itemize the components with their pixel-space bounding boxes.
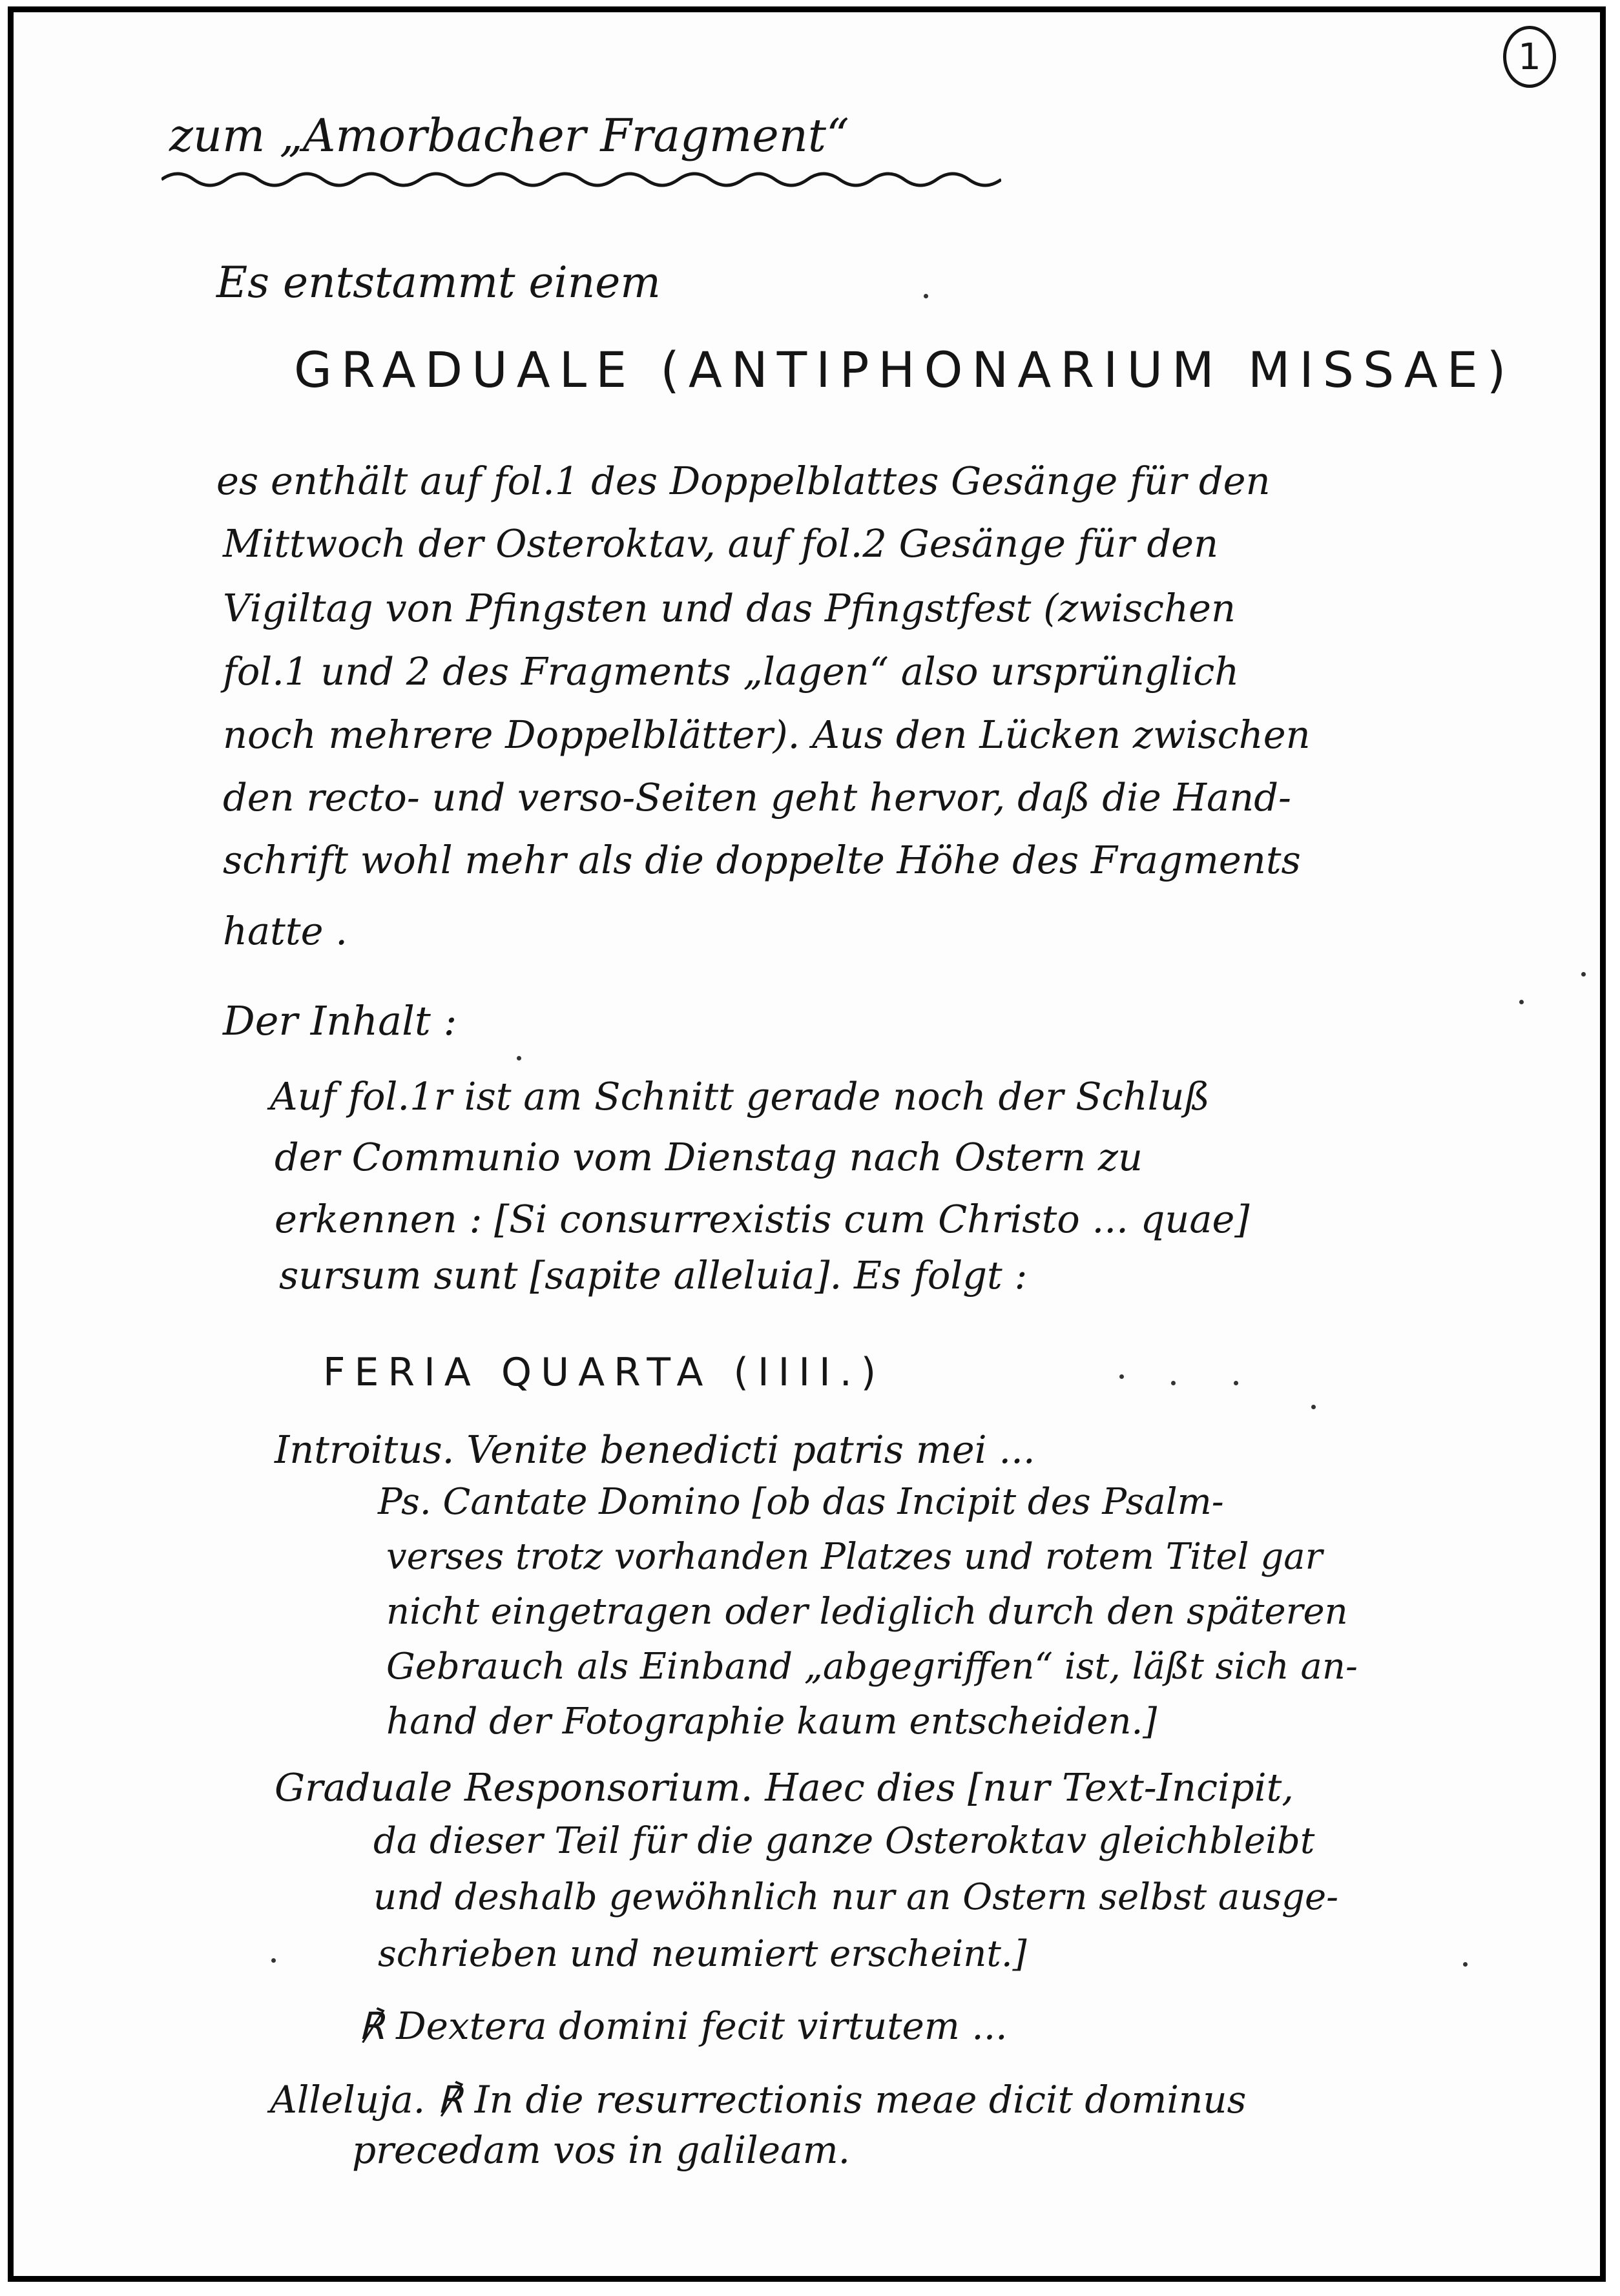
text-line: und deshalb gewöhnlich nur an Ostern selbst ausge- bbox=[373, 1876, 1339, 1918]
main-heading: GRADUALE (ANTIPHONARIUM MISSAE) bbox=[294, 341, 1515, 398]
alleluia-continuation: precedam vos in galileam. bbox=[352, 2128, 851, 2172]
ink-speck bbox=[1519, 1000, 1524, 1004]
versus-line: ℟ Dextera domini fecit virtutem ... bbox=[358, 2004, 1008, 2048]
text-line: Mittwoch der Osteroktav, auf fol.2 Gesänge für den bbox=[223, 521, 1219, 566]
alleluia-line: Alleluja. ℟ In die resurrectionis meae dicit dominus bbox=[270, 2078, 1247, 2122]
text-line: nicht eingetragen oder lediglich durch den späteren bbox=[386, 1591, 1348, 1633]
ink-speck bbox=[1119, 1374, 1124, 1379]
text-line: da dieser Teil für die ganze Osteroktav gleichbleibt bbox=[373, 1820, 1315, 1862]
ink-speck bbox=[1234, 1381, 1238, 1385]
text-line: hatte . bbox=[223, 909, 348, 953]
text-line: sursum sunt [sapite alleluia]. Es folgt : bbox=[279, 1253, 1028, 1298]
ink-speck bbox=[1311, 1405, 1316, 1409]
title-underline bbox=[161, 167, 1001, 192]
graduale-line: Graduale Responsorium. Haec dies [nur Text-Incipit, bbox=[275, 1765, 1294, 1810]
ink-speck bbox=[1171, 1381, 1176, 1385]
introitus-line: Introitus. Venite benedicti patris mei ... bbox=[275, 1427, 1035, 1472]
text-line: erkennen : [Si consurrexistis cum Christo ... quae] bbox=[275, 1197, 1250, 1241]
text-line: der Communio vom Dienstag nach Ostern zu bbox=[275, 1135, 1143, 1179]
text-line: noch mehrere Doppelblätter). Aus den Lücken zwischen bbox=[223, 712, 1311, 757]
feria-heading: FERIA QUARTA (IIII.) bbox=[323, 1350, 886, 1395]
text-line: Gebrauch als Einband „abgegriffen“ ist, läßt sich an- bbox=[386, 1646, 1358, 1688]
ink-speck bbox=[517, 1056, 521, 1060]
text-line: verses trotz vorhanden Platzes und rotem Titel gar bbox=[386, 1536, 1323, 1578]
contents-heading: Der Inhalt : bbox=[223, 997, 457, 1044]
document-title: zum „Amorbacher Fragment“ bbox=[169, 109, 849, 162]
intro-line: Es entstammt einem bbox=[216, 258, 661, 307]
ink-speck bbox=[924, 294, 928, 298]
ink-speck bbox=[1463, 1962, 1468, 1967]
text-line: schrift wohl mehr als die doppelte Höhe des Fragments bbox=[223, 838, 1301, 882]
text-line: Auf fol.1r ist am Schnitt gerade noch der Schluß bbox=[270, 1074, 1210, 1119]
text-line: Vigiltag von Pfingsten und das Pfingstfest (zwischen bbox=[223, 586, 1236, 630]
text-line: hand der Fotographie kaum entscheiden.] bbox=[386, 1701, 1158, 1743]
text-line: fol.1 und 2 des Fragments „lagen“ also ursprünglich bbox=[223, 649, 1240, 694]
text-line: den recto- und verso-Seiten geht hervor, daß die Hand- bbox=[223, 775, 1291, 820]
page-number: 1 bbox=[1503, 26, 1556, 88]
ink-speck bbox=[1581, 972, 1586, 977]
ink-speck bbox=[271, 1958, 276, 1963]
text-line: schrieben und neumiert erscheint.] bbox=[378, 1933, 1027, 1975]
text-line: Ps. Cantate Domino [ob das Incipit des Psalm- bbox=[378, 1481, 1224, 1523]
text-line: es enthält auf fol.1 des Doppelblattes Gesänge für den bbox=[216, 459, 1271, 503]
